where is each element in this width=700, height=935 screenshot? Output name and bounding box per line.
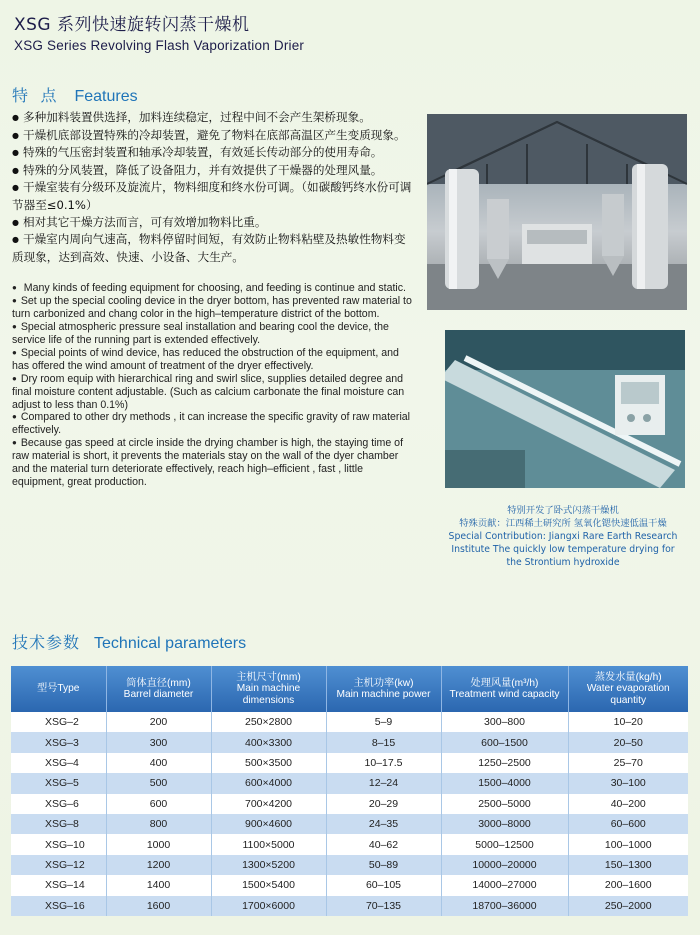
table-cell: XSG–8 [11, 814, 106, 834]
table-cell: 20–50 [568, 732, 688, 752]
table-cell: 5–9 [326, 712, 441, 732]
bullet-icon: ● [12, 373, 17, 383]
table-cell: 200–1600 [568, 875, 688, 895]
table-cell: 1250–2500 [441, 753, 568, 773]
table-cell: 1400 [106, 875, 211, 895]
table-cell: 40–200 [568, 794, 688, 814]
bullet-icon: ● [12, 412, 17, 422]
column-header: 型号Type [11, 666, 106, 712]
dryer-illustration [445, 330, 685, 488]
table-cell: XSG–3 [11, 732, 106, 752]
features-list-en [12, 282, 412, 489]
table-row [11, 753, 688, 773]
table-cell: 500×3500 [211, 753, 326, 773]
table-cell: 70–135 [326, 896, 441, 916]
params-heading [12, 630, 246, 653]
table-cell: 10–20 [568, 712, 688, 732]
params-table-body [11, 712, 688, 916]
table-cell: XSG–16 [11, 896, 106, 916]
caption-line: 特殊贡献：江西稀土研究所 氢氧化锶快速低温干燥 [459, 518, 667, 529]
features-list-cn [12, 109, 412, 265]
photo-caption [432, 504, 694, 569]
table-cell: 600–1500 [441, 732, 568, 752]
table-cell: 800 [106, 814, 211, 834]
table-header-row [11, 666, 688, 712]
table-cell: 3000–8000 [441, 814, 568, 834]
table-cell: 30–100 [568, 773, 688, 793]
bullet-icon: ● [12, 165, 19, 175]
column-header: 筒体直径(mm) Barrel diameter [106, 666, 211, 712]
table-cell: 1500×5400 [211, 875, 326, 895]
feature-item-en: ● Special atmospheric pressure seal installation and bearing cool the device, the service life of the running part is extended effectively. [12, 321, 389, 346]
feature-item-en: ● Set up the special cooling device in the dryer bottom, has prevented raw material to turn carbonized and chang color in the high–temperature district of the bottom. [12, 295, 412, 321]
page-title-en: XSG Series Revolving Flash Vaporization Drier [14, 38, 305, 53]
table-cell: 300–800 [441, 712, 568, 732]
table-cell: 150–1300 [568, 855, 688, 875]
table-cell: XSG–4 [11, 753, 106, 773]
bullet-icon: ● [12, 438, 17, 448]
feature-item: ● 干燥室装有分级环及旋流片，物料细度和终水份可调。（如碳酸钙终水份可调节器至≤0.1%） [12, 180, 412, 212]
feature-item: ● 多种加料装置供选择，加料连续稳定，过程中间不会产生架桥现象。 [12, 110, 371, 124]
table-cell: 14000–27000 [441, 875, 568, 895]
feature-item: ● 相对其它干燥方法而言，可有效增加物料比重。 [12, 214, 267, 229]
feature-item-en: ● Because gas speed at circle inside the drying chamber is high, the staying time of raw material is short, it prevents the materials stay on the wall of the dyer chamber and the material turn deteriorate effectively, reach high–efficient , fast , little equipment, great production. [12, 437, 404, 488]
table-row [11, 814, 688, 834]
table-cell: 1600 [106, 896, 211, 916]
table-cell: 1700×6000 [211, 896, 326, 916]
table-cell: 40–62 [326, 834, 441, 854]
factory-illustration [427, 114, 687, 310]
feature-item-en: ● Many kinds of feeding equipment for choosing, and feeding is continue and static. [12, 282, 407, 295]
table-cell: XSG–14 [11, 875, 106, 895]
caption-line: Special Contribution: Jiangxi Rare Earth Research [448, 531, 678, 542]
column-header: 蒸发水量(kg/h) Water evaporation quantity [568, 666, 688, 712]
params-heading-cn: 技术参数 [12, 635, 81, 652]
bullet-icon: ● [12, 217, 19, 227]
table-cell: 250–2000 [568, 896, 688, 916]
table-cell: 1300×5200 [211, 855, 326, 875]
features-heading-cn: 特 点 [12, 88, 61, 105]
table-row [11, 896, 688, 916]
table-cell: 10000–20000 [441, 855, 568, 875]
column-header: 主机功率(kw) Main machine power [326, 666, 441, 712]
feature-item: ● 干燥机底部设置特殊的冷却装置，避免了物料在底部高温区产生变质现象。 [12, 127, 406, 142]
table-row [11, 794, 688, 814]
params-table [11, 666, 688, 916]
table-cell: XSG–2 [11, 712, 106, 732]
features-heading [12, 83, 138, 106]
table-cell: 600 [106, 794, 211, 814]
table-cell: XSG–10 [11, 834, 106, 854]
table-cell: XSG–12 [11, 855, 106, 875]
table-cell: 300 [106, 732, 211, 752]
table-row [11, 712, 688, 732]
table-cell: 1000 [106, 834, 211, 854]
bullet-icon: ● [12, 113, 19, 122]
feature-item-en: ● Special points of wind device, has reduced the obstruction of the equipment, and has offered the wind amount of treatment of the dryer effectively. [12, 346, 399, 372]
table-cell: 1100×5000 [211, 834, 326, 854]
bullet-icon: ● [12, 283, 17, 293]
page-title-cn: XSG 系列快速旋转闪蒸干燥机 [14, 15, 250, 35]
table-cell: 900×4600 [211, 814, 326, 834]
table-cell: 200 [106, 712, 211, 732]
caption-line: 特别开发了卧式闪蒸干燥机 [507, 505, 619, 516]
column-header: 处理风量(m³/h) Treatment wind capacity [441, 666, 568, 712]
table-cell: 400 [106, 753, 211, 773]
features-section [12, 109, 412, 489]
table-cell: 100–1000 [568, 834, 688, 854]
table-cell: 24–35 [326, 814, 441, 834]
column-header: 主机尺寸(mm) Main machine dimensions [211, 666, 326, 712]
table-cell: 8–15 [326, 732, 441, 752]
table-row [11, 855, 688, 875]
bullet-icon: ● [12, 148, 19, 158]
table-cell: 10–17.5 [326, 753, 441, 773]
table-cell: 1500–4000 [441, 773, 568, 793]
horizontal-dryer-photo [445, 330, 685, 488]
bullet-icon: ● [12, 347, 17, 357]
features-heading-en: Features [74, 88, 138, 105]
table-cell: 20–29 [326, 794, 441, 814]
bullet-icon: ● [12, 322, 17, 332]
table-cell: 1200 [106, 855, 211, 875]
table-cell: 600×4000 [211, 773, 326, 793]
caption-line: the Strontium hydroxide [506, 557, 620, 568]
bullet-icon: ● [12, 296, 17, 306]
table-cell: 5000–12500 [441, 834, 568, 854]
table-cell: 60–105 [326, 875, 441, 895]
table-cell: XSG–5 [11, 773, 106, 793]
table-cell: 18700–36000 [441, 896, 568, 916]
feature-item: ● 干燥室内周向气速高，物料停留时间短，有效防止物料粘壁及热敏性物料变质现象，达到高效、快速、小设备、大生产。 [12, 232, 406, 264]
table-cell: 500 [106, 773, 211, 793]
bullet-icon: ● [12, 130, 19, 140]
bullet-icon: ● [12, 183, 19, 193]
table-cell: 50–89 [326, 855, 441, 875]
table-row [11, 875, 688, 895]
table-cell: 12–24 [326, 773, 441, 793]
params-heading-en: Technical parameters [94, 635, 247, 652]
feature-item-en: ● Compared to other dry methods , it can increase the specific gravity of raw material effectively. [12, 411, 411, 437]
bullet-icon: ● [12, 235, 19, 245]
table-cell: 700×4200 [211, 794, 326, 814]
feature-item-en: ● Dry room equip with hierarchical ring and swirl slice, supplies detailed degree and final moisture content adjustable. (Such as calcium carbonate the final moisture can adjust to less than 0.1%) [12, 372, 405, 411]
table-cell: 25–70 [568, 753, 688, 773]
feature-item: ● 特殊的气压密封装置和轴承冷却装置，有效延长传动部分的使用寿命。 [12, 145, 383, 160]
table-row [11, 834, 688, 854]
table-cell: 60–600 [568, 814, 688, 834]
table-row [11, 732, 688, 752]
table-cell: XSG–6 [11, 794, 106, 814]
table-cell: 250×2800 [211, 712, 326, 732]
caption-line: Institute The quickly low temperature drying for [451, 544, 675, 555]
factory-photo [427, 114, 687, 310]
table-cell: 2500–5000 [441, 794, 568, 814]
table-cell: 400×3300 [211, 732, 326, 752]
table-row [11, 773, 688, 793]
feature-item: ● 特殊的分风装置，降低了设备阻力，并有效提供了干燥器的处理风量。 [12, 162, 383, 177]
